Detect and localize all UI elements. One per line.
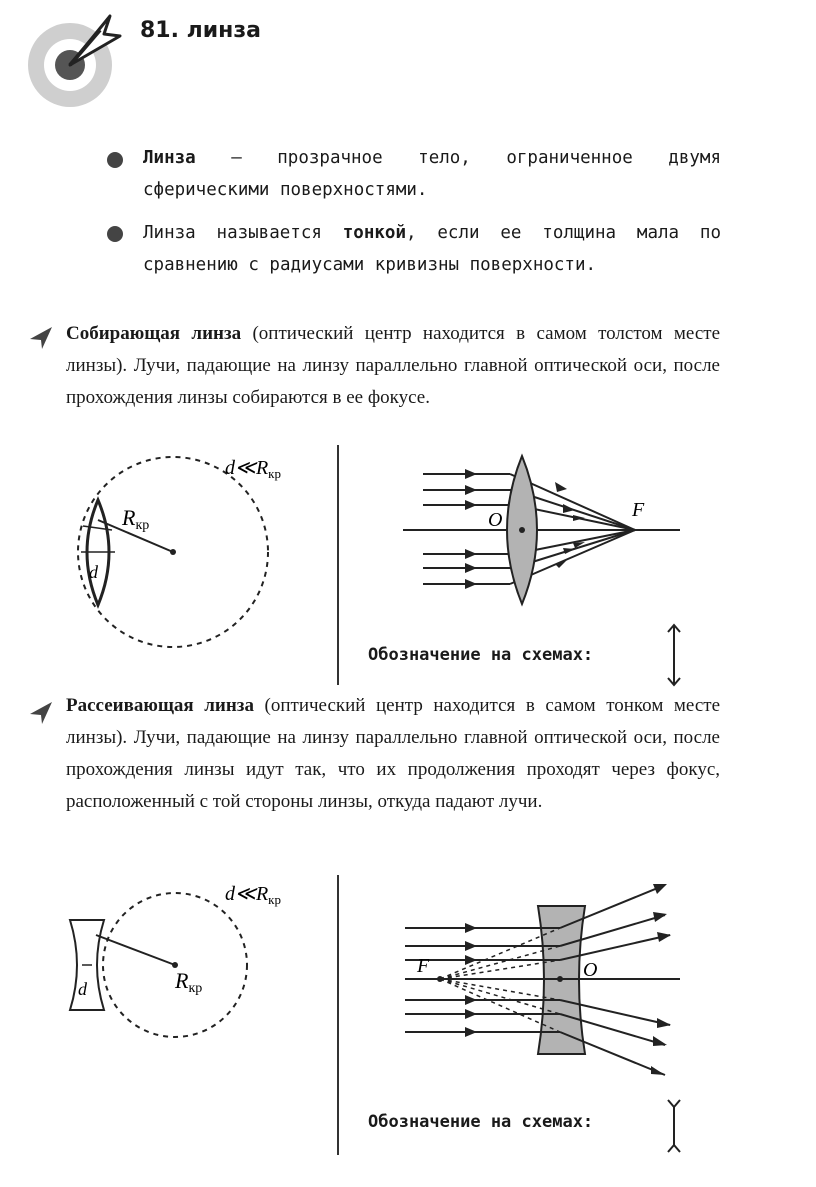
- target-icon: [22, 10, 122, 110]
- definition-lens: [143, 142, 721, 206]
- diverging-notation-caption: Обозначение на схемах:: [368, 1112, 594, 1132]
- converging-ray-diagram: [395, 450, 695, 610]
- definition-pre: Линза называется: [143, 223, 343, 243]
- converging-text: (оптический центр находится в самом толстом месте линзы). Лучи, падающие на линзу параллельно главной оптической оси, после прохождения линзы собираются в ее фокусе.: [66, 323, 721, 408]
- divider: [337, 875, 339, 1155]
- optical-center-label: O: [583, 959, 598, 981]
- optical-center-label: O: [488, 509, 503, 531]
- divider: [337, 445, 339, 685]
- condition-label: $d≪R_{кр}$: [225, 457, 281, 481]
- thickness-label: d: [89, 562, 98, 582]
- radius-label: Rкр: [122, 505, 150, 533]
- converging-description: [66, 318, 720, 414]
- diverging-heading: Рассеивающая линза: [66, 695, 254, 716]
- converging-curvature-diagram: [70, 450, 320, 660]
- focus-label: F: [417, 955, 430, 977]
- bullet-dot: [107, 226, 123, 242]
- diverging-curvature-diagram: [60, 870, 320, 1050]
- term-thin: тонкой: [342, 223, 406, 243]
- pointer-arrow-icon: [28, 700, 54, 726]
- converging-lens-symbol: [664, 622, 684, 688]
- diverging-description: [66, 690, 720, 818]
- bullet-dot: [107, 152, 123, 168]
- thickness-label: d: [78, 979, 87, 999]
- term-lens: Линза: [143, 148, 196, 168]
- definition-text: — прозрачное тело, ограниченное двумя сферическими поверхностями.: [143, 148, 721, 200]
- converging-heading: Собирающая линза: [66, 323, 242, 344]
- definition-text: , если ее толщина мала по сравнению с радиусами кривизны поверхности.: [143, 223, 721, 275]
- condition-label: $d≪R_{кр}$: [225, 883, 281, 907]
- diverging-lens-symbol: [664, 1098, 684, 1154]
- definition-thin-lens: [143, 217, 721, 281]
- page-title: 81. линза: [140, 18, 261, 43]
- radius-label: Rкр: [175, 968, 203, 996]
- diverging-text: (оптический центр находится в самом тонком месте линзы). Лучи, падающие на линзу параллельно главной оптической оси, после прохождения линзы идут так, что их продолжения проходят через фокус, расположенный с той стороны линзы, откуда падают лучи.: [66, 695, 721, 812]
- focus-label: F: [632, 499, 645, 521]
- converging-notation-caption: Обозначение на схемах:: [368, 645, 594, 665]
- pointer-arrow-icon: [28, 325, 54, 351]
- diverging-ray-diagram: [395, 880, 695, 1080]
